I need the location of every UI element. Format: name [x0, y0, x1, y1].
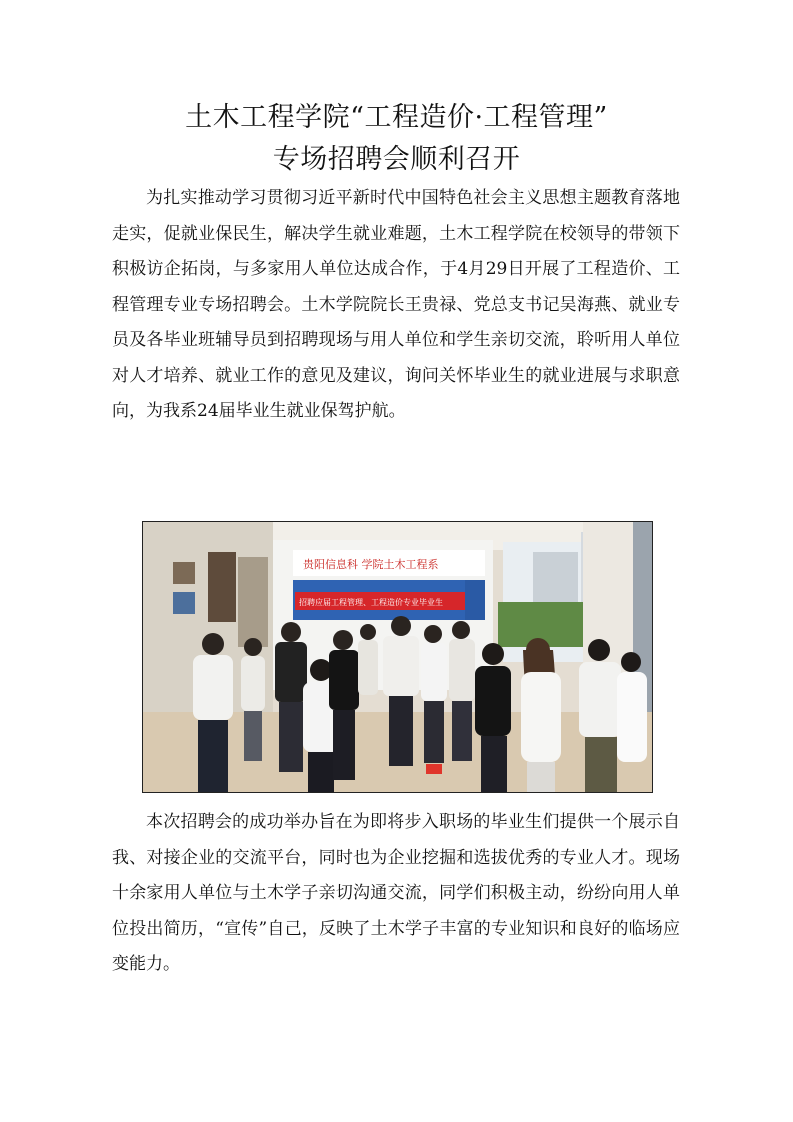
banner-top-text: 贵阳信息科 学院土木工程系: [303, 558, 439, 571]
article-title-line2: 专场招聘会顺利召开: [272, 144, 521, 175]
banner-red-text: 招聘应届工程管理、工程造价专业毕业生: [299, 598, 443, 607]
job-fair-photo: [142, 521, 653, 793]
article-paragraph-1: 为扎实推动学习贯彻习近平新时代中国特色社会主义思想主题教育落地走实，促就业保民生，解决学生就业难题，土木工程学院在校领导的带领下积极访企拓岗，与多家用人单位达成合作，于4月29日开展了工程造价、工程管理专业专场招聘会。土木学院院长王贵禄、党总支书记吴海燕、就业专员及各毕业班辅导员到招聘现场与用人单位和学生亲切交流，聆听用人单位对人才培养、就业工作的意见及建议，询问关怀毕业生的就业进展与求职意向，为我系24届毕业生就业保驾护航。: [112, 188, 680, 421]
job-fair-photo-illustration: [143, 522, 652, 792]
article-paragraph-2: 本次招聘会的成功举办旨在为即将步入职场的毕业生们提供一个展示自我、对接企业的交流平台，同时也为企业挖掘和选拔优秀的专业人才。现场十余家用人单位与土木学子亲切沟通交流，同学们积极主动，纷纷向用人单位投出简历，“宣传”自己，反映了土木学子丰富的专业知识和良好的临场应变能力。: [112, 812, 680, 974]
article-title-line1: 土木工程学院“工程造价·工程管理”: [185, 102, 608, 133]
